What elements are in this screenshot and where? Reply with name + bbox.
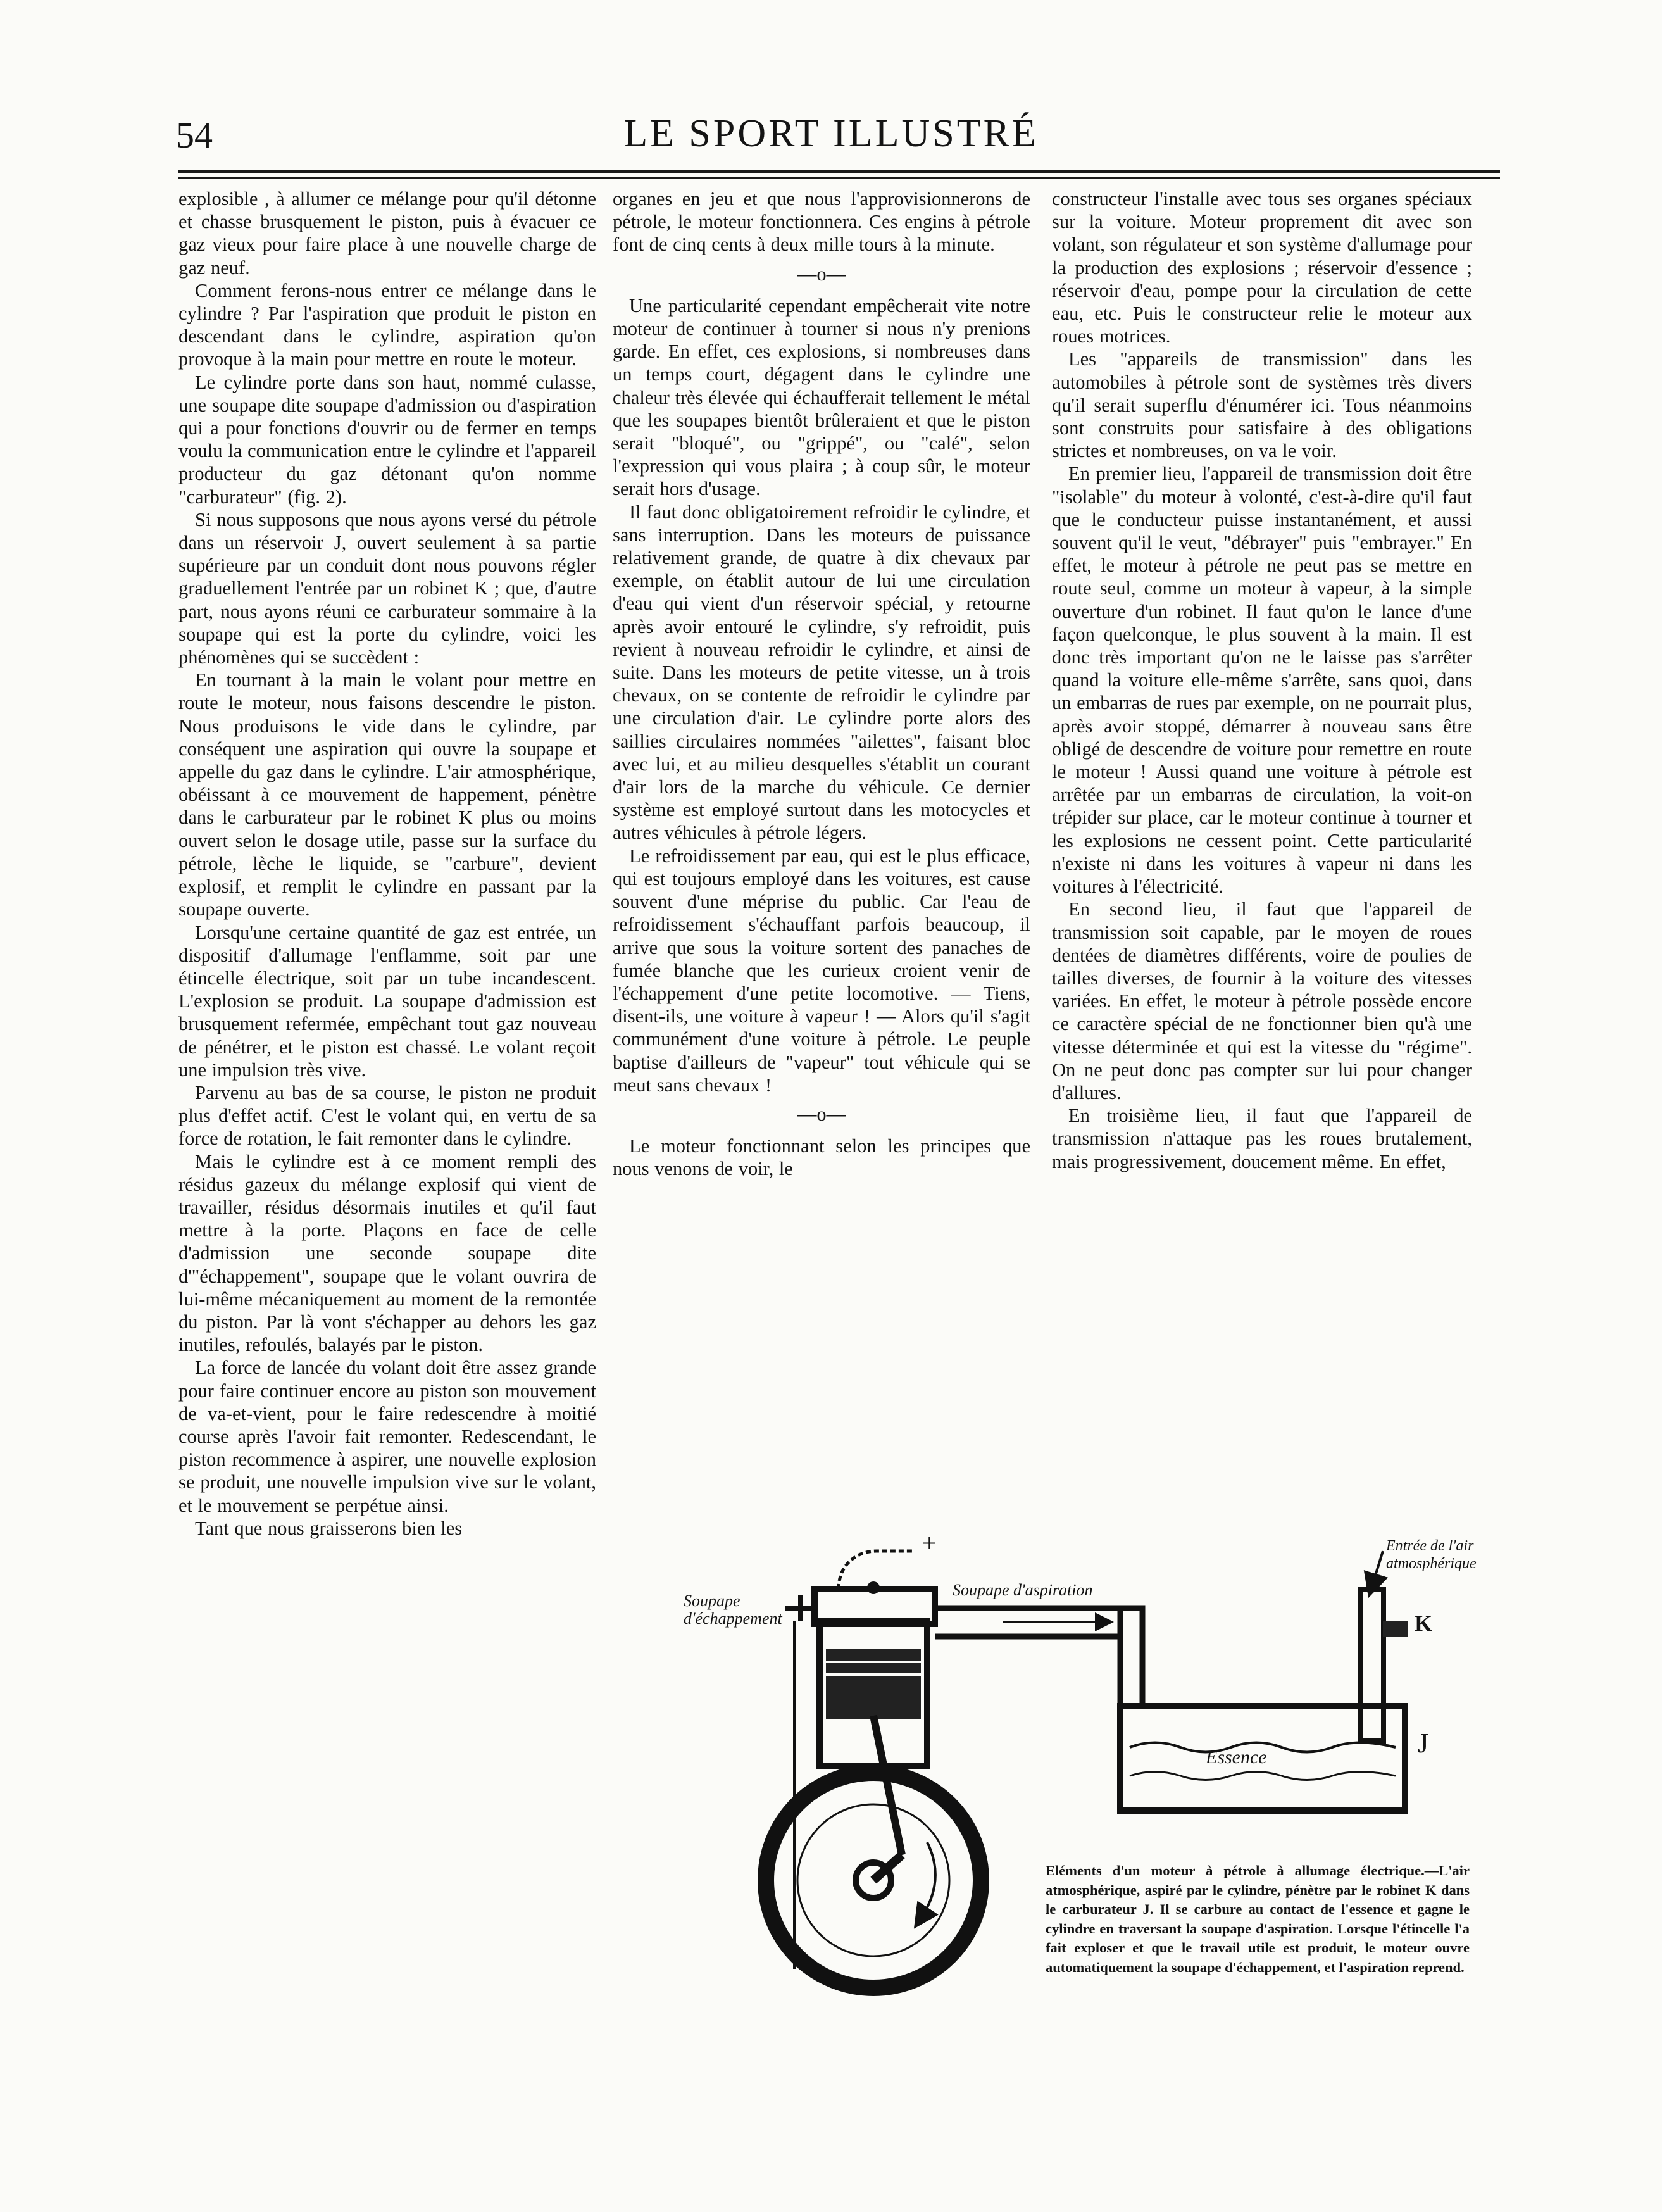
- paragraph: constructeur l'installe avec tous ses organes spéciaux sur la voiture. Moteur proprement dit avec son volant, son régulateur et son système d'allumage pour la production des explosions ; réservoir d'essence ; réservoir d'eau, pompe pour la circulation de cette eau, etc. Puis le constructeur relie le moteur aux roues motrices.: [1052, 188, 1472, 348]
- paragraph: En troisième lieu, il faut que l'appareil de transmission n'attaque pas les roues brutalement, mais progressivement, doucement même. En effet,: [1052, 1105, 1472, 1172]
- paragraph: Une particularité cependant empêcherait vite notre moteur de continuer à tourner si nous n'y prenions garde. En effet, ces explosions, si nombreuses dans un temps court, dégagent dans le cylindre une chaleur très élevée qui échaufferait tellement le métal que les soupapes bientôt brûleraient et que le piston serait "bloqué", ou "grippé", ou "calé", selon l'expression qui vous plaira ; à coup sûr, le moteur serait hors d'usage.: [613, 294, 1030, 500]
- paragraph: Le moteur fonctionnant selon les principes que nous venons de voir, le: [613, 1135, 1030, 1180]
- page-number: 54: [176, 115, 213, 156]
- paragraph: Lorsqu'une certaine quantité de gaz est entrée, un dispositif d'allumage l'enflamme, soit par une étincelle électrique, soit par un tube incandescent. L'explosion se produit. La soupape d'admission est brusquement refermée, empêchant tout gaz nouveau de pénétrer, et le piston est chassé. Le volant reçoit une impulsion très vive.: [178, 921, 596, 1081]
- intake-valve-label: Soupape d'aspiration: [953, 1581, 1093, 1599]
- paragraph: explosible , à allumer ce mélange pour qu'il détonne et chasse brusquement le piston, puis à évacuer ce gaz vieux pour faire place à une nouvelle charge de gaz neuf.: [178, 188, 596, 279]
- paragraph: Mais le cylindre est à ce moment rempli des résidus gazeux du mélange explosif qui vient de travailler, résidus désormais inutiles et qu'il faut mettre à la porte. Plaçons en face de celle d'admission une seconde soupape dite d'"échappement", soupape que le volant ouvrira de lui-même mécaniquement au moment de la remontée du piston. Par là vont s'échapper au dehors les gaz inutiles, refoulés, balayés par le piston.: [178, 1150, 596, 1356]
- rotation-arrow: [921, 1842, 935, 1918]
- air-inlet-label: Entrée de l'air atmosphérique: [1386, 1538, 1477, 1572]
- tank-j-label: J: [1418, 1728, 1429, 1759]
- tap-k: [1383, 1621, 1408, 1637]
- tap-k-label: K: [1415, 1611, 1433, 1636]
- paragraph: En premier lieu, l'appareil de transmission doit être "isolable" du moteur à volonté, c'est-à-dire qu'il faut que le conducteur puisse instantanément, et aussi souvent qu'il le veut, "débrayer" puis "embrayer." En effet, le moteur à pétrole ne peut pas se mettre en route seul, comme un moteur à vapeur, à la simple ouverture d'un robinet. Il faut qu'on le lance d'une façon quelconque, le plus souvent à la main. Il est donc très important qu'on ne le laisse pas s'arrêter quand la voiture elle-même s'arrête, sans quoi, dans un embarras de rues par exemple, on ne pourrait plus, après avoir stoppé, démarrer à nouveau sans être obligé de descendre de voiture pour remettre en route le moteur ! Aussi quand une voiture à pétrole est arrêtée par un embarras de circulation, la voit-on trépider sur place, car le moteur continue à tourner et les explosions ne cessent point. Cette particularité n'existe ni dans les voitures à vapeur ni dans les voitures à l'électricité.: [1052, 463, 1472, 898]
- exhaust-valve-label: Soupape d'échappement: [684, 1592, 782, 1628]
- masthead-title: LE SPORT ILLUSTRÉ: [623, 112, 1039, 155]
- section-separator: —o—: [797, 263, 846, 285]
- paragraph: En tournant à la main le volant pour mettre en route le moteur, nous faisons descendre le piston. Nous produisons le vide dans le cylindre, par conséquent une aspiration qui ouvre la soupape et appelle du gaz dans le cylindre. L'air atmosphérique, obéissant à ce mouvement de happement, pénètre dans le carburateur par le robinet K plus ou moins ouvert selon le dosage utile, passe sur la surface du pétrole, lèche le liquide, se "carbure", devient explosif, et remplit le cylindre en passant par la soupape ouverte.: [178, 669, 596, 921]
- paragraph: Comment ferons-nous entrer ce mélange dans le cylindre ? Par l'aspiration que produit le piston en descendant dans le cylindre, aspiration qu'on provoque à la main pour mettre en route le moteur.: [178, 279, 596, 370]
- air-arrow: [1372, 1551, 1383, 1586]
- header-rule: [178, 170, 1500, 173]
- column-3: [1052, 187, 1472, 1173]
- paragraph: Si nous supposons que nous ayons versé du pétrole dans un réservoir J, ouvert seulement à sa partie supérieure par un conduit dont nous pouvons régler graduellement l'entrée par un robinet K ; que, d'autre part, nous ayons réuni ce carburateur sommaire à la soupape qui est la porte du cylindre, voici les phénomènes qui se succèdent :: [178, 508, 596, 669]
- exhaust-valve: [785, 1595, 815, 1621]
- column-1: [178, 187, 596, 1540]
- figure-caption: Eléments d'un moteur à pétrole à allumage électrique.—L'air atmosphérique, aspiré par le cylindre, pénètre par le robinet K dans le carburateur J. Il se carbure au contact de l'essence et gagne le cylindre en traversant la soupape d'aspiration. Lorsque l'étincelle l'a fait exploser et que le travail utile est produit, le moteur ouvre automatiquement la soupape d'échappement, et l'aspiration reprend.: [1046, 1863, 1470, 1975]
- piston: [826, 1649, 921, 1719]
- header-rule-thin: [178, 177, 1500, 179]
- paragraph: En second lieu, il faut que l'appareil de transmission soit capable, par le moyen de roues dentées de diamètres différents, voire de poulies de tailles diverses, de fournir à la voiture des vitesses variées. En effet, le moteur à pétrole possède encore ce caractère spécial de ne fonctionner bien qu'à une vitesse déterminée et qui est la vitesse du "régime". On ne peut donc pas compter sur lui pour changer d'allures.: [1052, 898, 1472, 1103]
- plus-terminal-label: +: [922, 1529, 937, 1557]
- paragraph: La force de lancée du volant doit être assez grande pour faire continuer encore au piston son mouvement de va-et-vient, pour le faire redescendre à moitié course après l'avoir fait remonter. Redescendant, le piston recommence à aspirer, une nouvelle explosion se produit, une nouvelle impulsion vive sur le volant, et le mouvement se perpétue ainsi.: [178, 1357, 596, 1516]
- column-2: [613, 187, 1030, 1181]
- paragraph: Il faut donc obligatoirement refroidir le cylindre, et sans interruption. Dans les moteurs de puissance relativement grande, de quatre à dix chevaux par exemple, on établit autour de lui une circulation d'eau qui vient d'un réservoir spécial, y retourne après avoir entouré le cylindre, s'y refroidit, puis revient à nouveau refroidir le cylindre, et ainsi de suite. Dans les moteurs de petite vitesse, un à trois chevaux, on se contente de refroidir le cylindre par une circulation d'air. Le cylindre porte alors des saillies circulaires nommées "ailettes", faisant bloc avec lui, et au milieu desquelles s'établit un courant d'air lors de la marche du véhicule. Ce dernier système est employé surtout dans les motocycles et autres véhicules à pétrole légers.: [613, 501, 1030, 844]
- paragraph: Le cylindre porte dans son haut, nommé culasse, une soupape dite soupape d'admission ou d'aspiration qui a pour fonctions d'ouvrir ou de fermer en temps voulu la communication entre le cylindre et l'appareil producteur du gaz détonant qu'on nomme "carburateur" (fig. 2).: [178, 371, 596, 508]
- spark-plug: [867, 1581, 880, 1594]
- paragraph: Parvenu au bas de sa course, le piston ne produit plus d'effet actif. C'est le volant qui, en vertu de sa force de rotation, le fait remonter dans le cylindre.: [178, 1081, 596, 1150]
- paragraph: Le refroidissement par eau, qui est le plus efficace, qui est toujours employé dans les voitures, est cause souvent d'une méprise du public. Car l'eau de refroidissement s'échauffant parfois beaucoup, il arrive que sous la voiture sortent des panaches de fumée blanche que les curieux croient venir de l'échappement d'une petite locomotive. — Tiens, disent-ils, une voiture à vapeur ! — Alors qu'il s'agit communément d'une voiture à pétrole. Le peuple baptise d'ailleurs de "vapeur" tout véhicule qui se meut sans chevaux !: [613, 845, 1030, 1096]
- paragraph: Les "appareils de transmission" dans les automobiles à pétrole sont de systèmes très divers qu'il serait superflu d'énumérer ici. Tous néanmoins sont construits pour satisfaire à des obligations strictes et nombreuses, on va le voir.: [1052, 348, 1472, 462]
- paragraph: Tant que nous graisserons bien les: [195, 1517, 463, 1539]
- section-separator: —o—: [797, 1103, 846, 1125]
- air-inlet-tube: [1361, 1589, 1384, 1741]
- connecting-rod: [873, 1716, 902, 1855]
- paragraph: organes en jeu et que nous l'approvisionnerons de pétrole, le moteur fonctionnera. Ces engins à pétrole font de cinq cents à deux mille tours à la minute.: [613, 188, 1030, 256]
- essence-label: Essence: [1206, 1747, 1267, 1768]
